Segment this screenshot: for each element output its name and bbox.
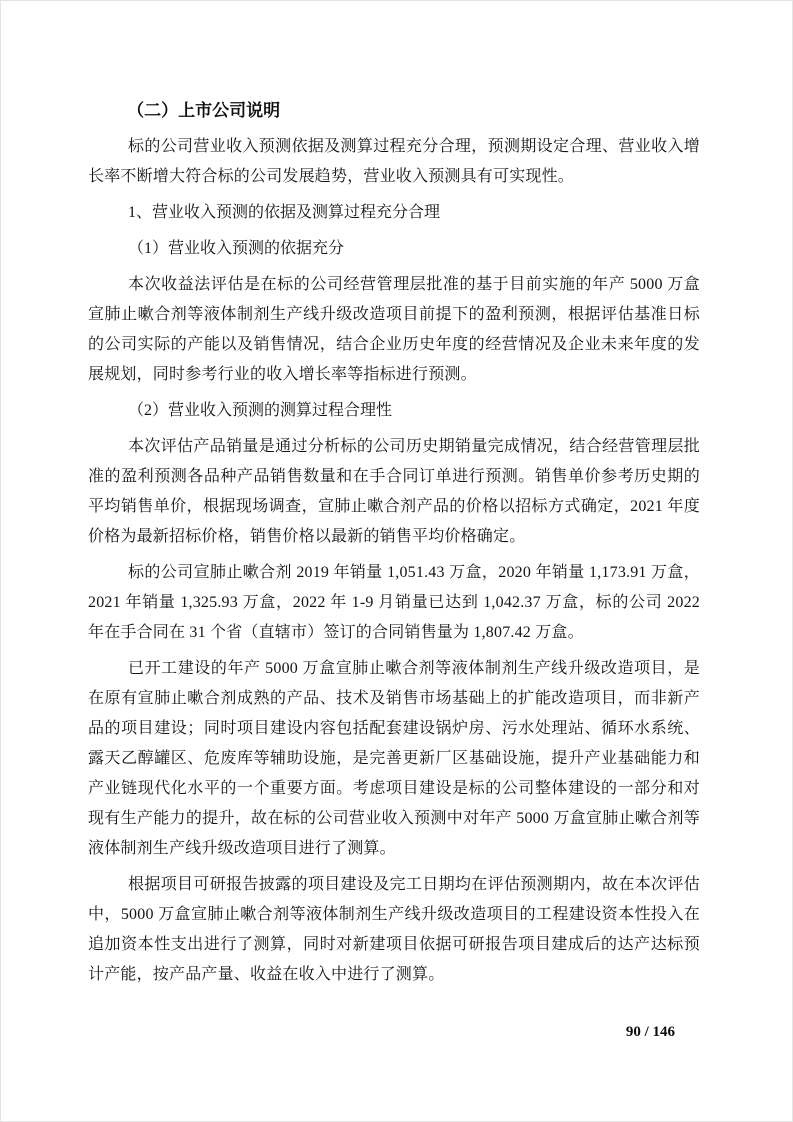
page-number: 90 / 146 xyxy=(625,1024,675,1040)
paragraph-feasibility-report: 根据项目可研报告披露的项目建设及完工日期均在评估预测期内，故在本次评估中，5000 万盒宣肺止嗽合剂等液体制剂生产线升级改造项目的工程建设资本性投入在追加资本性支出进行了测算，同时对新建项目依据可研报告项目建成后的达产达标预计产能，按产品产量、收益在收入中进行了测算。 xyxy=(88,876,700,983)
paragraph-historical-sales-figures: 标的公司宣肺止嗽合剂 2019 年销量 1,051.43 万盒，2020 年销量 1,173.91 万盒，2021 年销量 1,325.93 万盒，2022 年 1-9 月销量已达到 1,042.37 万盒，标的公司 2022 年在手合同在 31 个省（直辖市）签订的合同销售量为 1,807.42 万盒。 xyxy=(88,564,700,641)
paragraph-income-basis: 本次收益法评估是在标的公司经营管理层批准的基于目前实施的年产 5000 万盒宣肺止嗽合剂等液体制剂生产线升级改造项目前提下的盈利预测，根据评估基准日标的公司实际的产能以及销售情况，结合企业历史年度的经营情况及企业未来年度的发展规划，同时参考行业的收入增长率等指标进行预测。 xyxy=(88,276,700,383)
subheading-1-2: （2）营业收入预测的测算过程合理性 xyxy=(128,402,393,419)
section-heading: （二）上市公司说明 xyxy=(127,101,281,120)
paragraph-project-construction: 已开工建设的年产 5000 万盒宣肺止嗽合剂等液体制剂生产线升级改造项目，是在原有宣肺止嗽合剂成熟的产品、技术及销售市场基础上的扩能改造项目，而非新产品的项目建设；同时项目建设内容包括配套建设锅炉房、污水处理站、循环水系统、露天乙醇罐区、危废库等辅助设施，是完善更新厂区基础设施，提升产业基础能力和产业链现代化水平的一个重要方面。考虑项目建设是标的公司整体建设的一部分和对现有生产能力的提升，故在标的公司营业收入预测中对年产 5000 万盒宣肺止嗽合剂等液体制剂生产线升级改造项目进行了测算。 xyxy=(88,660,700,857)
subheading-1: 1、营业收入预测的依据及测算过程充分合理 xyxy=(128,204,441,221)
paragraph-sales-volume-method: 本次评估产品销量是通过分析标的公司历史期销量完成情况，结合经营管理层批准的盈利预测各品种产品销售数量和在手合同订单进行预测。销售单价参考历史期的平均销售单价，根据现场调查，宣肺止嗽合剂产品的价格以招标方式确定，2021 年度价格为最新招标价格，销售价格以最新的销售平均价格确定。 xyxy=(88,438,700,545)
subheading-1-1: （1）营业收入预测的依据充分 xyxy=(128,240,345,257)
document-content xyxy=(88,96,700,990)
paragraph-summary: 标的公司营业收入预测依据及测算过程充分合理，预测期设定合理、营业收入增长率不断增大符合标的公司发展趋势，营业收入预测具有可实现性。 xyxy=(88,138,700,185)
